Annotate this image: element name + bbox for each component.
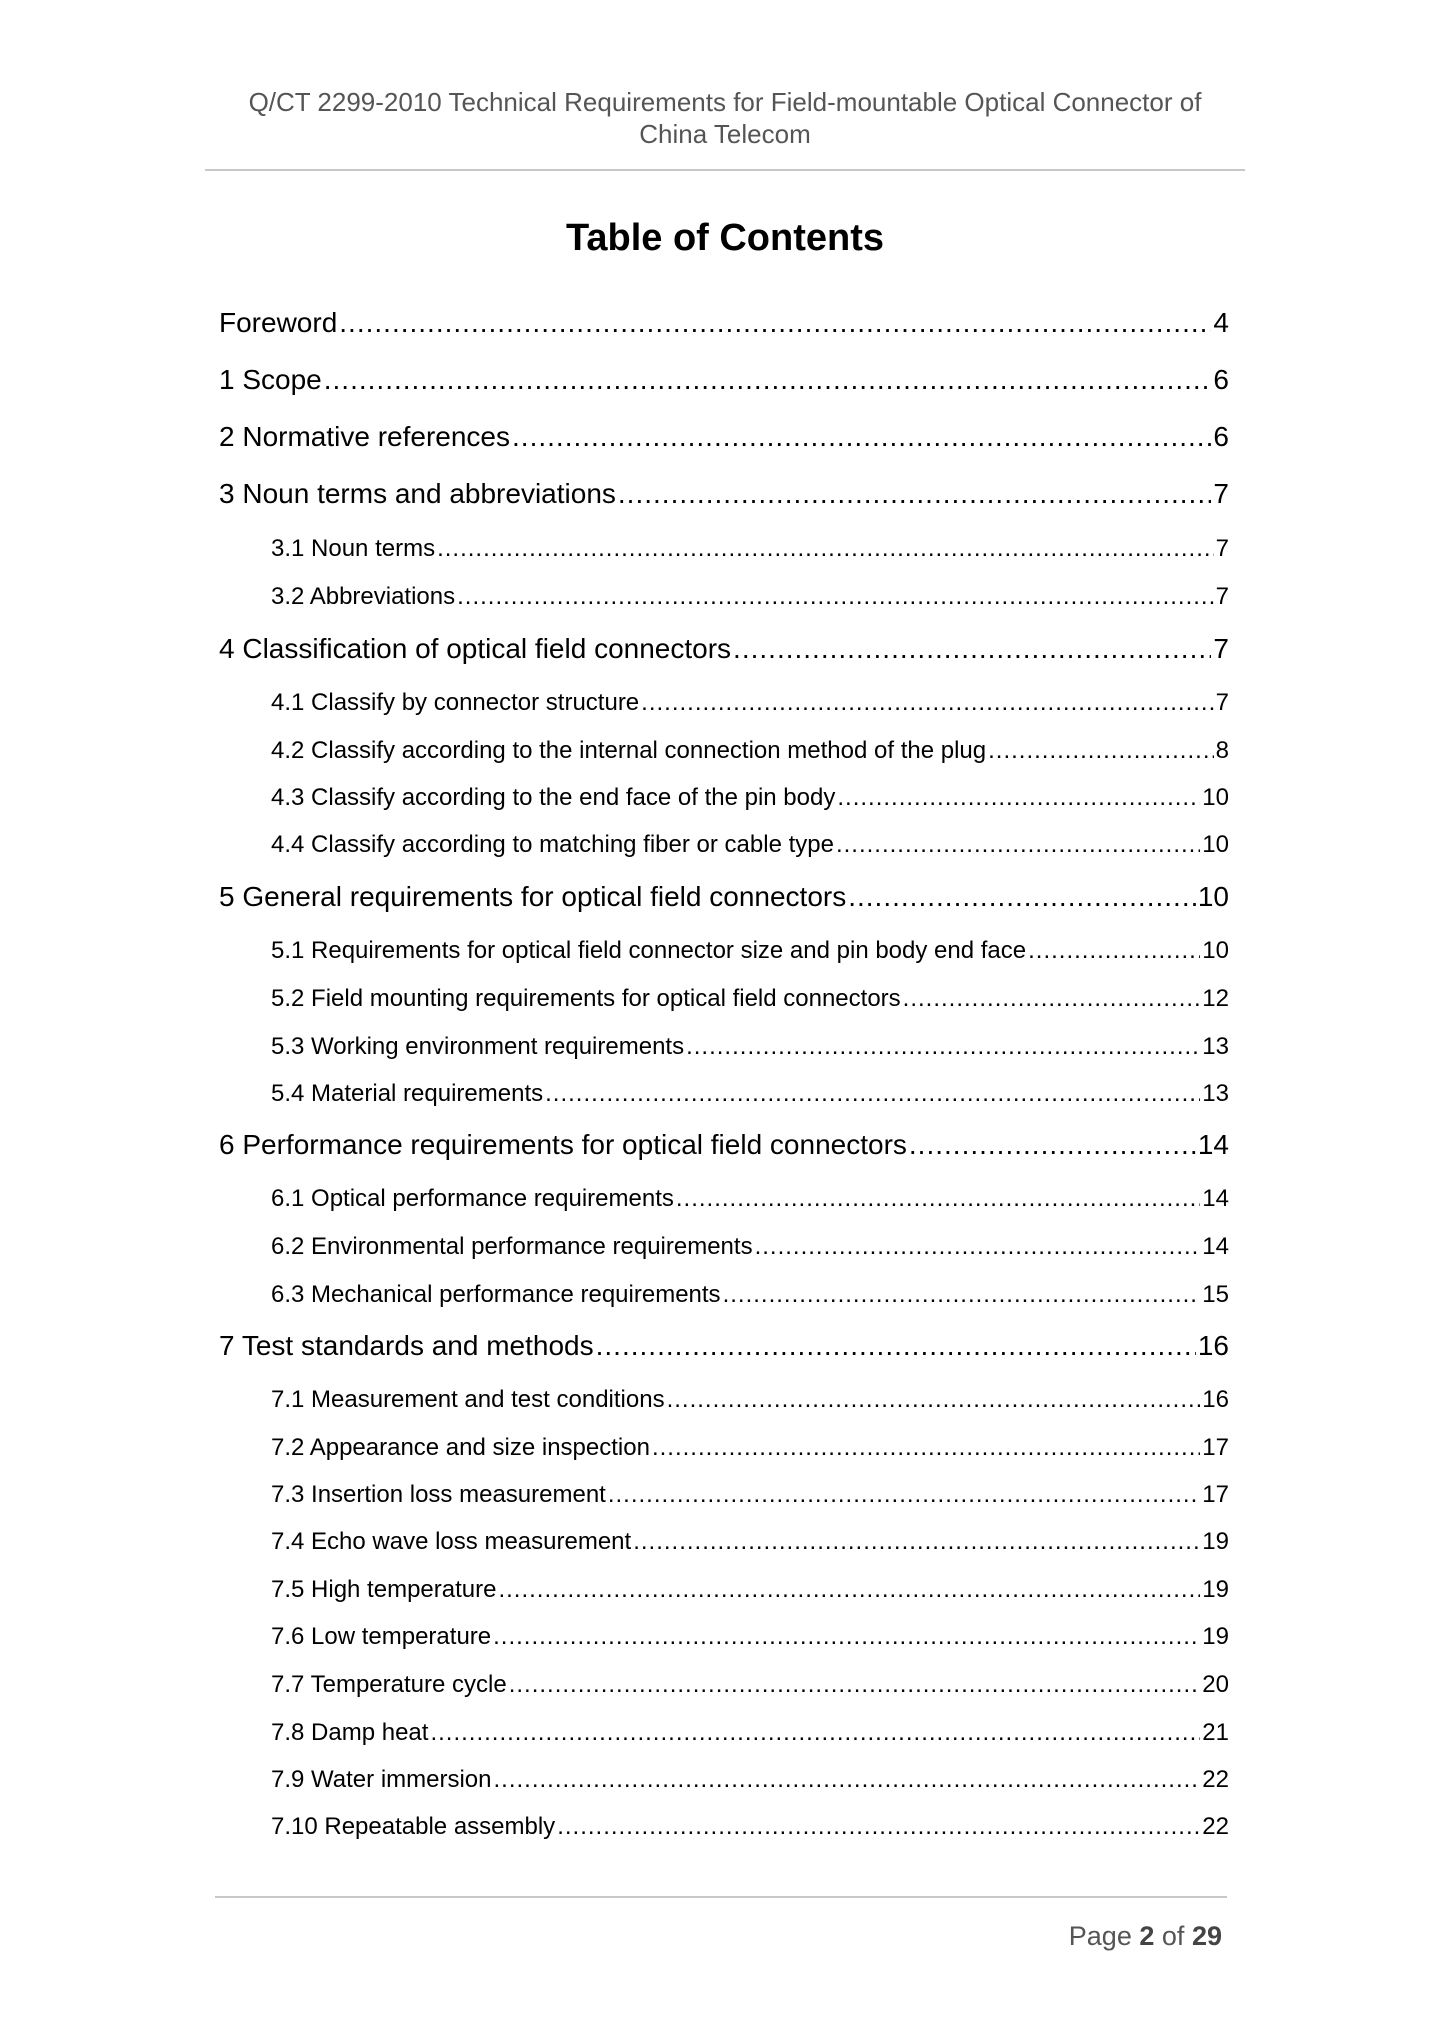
toc-dot-leader: [909, 1125, 1196, 1165]
toc-entry-page-number: 6: [1213, 364, 1229, 395]
footer-total-pages: 29: [1191, 1921, 1222, 1951]
toc-entry-page-number: 10: [1202, 784, 1229, 811]
toc-entry-page-number: 16: [1197, 1330, 1229, 1361]
toc-dot-leader: [988, 733, 1214, 769]
running-header-line-1: Q/CT 2299-2010 Technical Requirements for Field-mountable Optical Connector of: [248, 87, 1202, 117]
toc-entry[interactable]: [219, 1125, 1229, 1165]
toc-entry[interactable]: [271, 1572, 1229, 1608]
toc-entry-page-number: 19: [1202, 1623, 1229, 1650]
toc-entry-page-number: 10: [1202, 831, 1229, 858]
toc-entry-page-number: 14: [1202, 1185, 1229, 1212]
toc-entry-label: 7.3 Insertion loss measurement: [271, 1481, 606, 1508]
toc-dot-leader: [509, 1667, 1201, 1703]
toc-dot-leader: [494, 1762, 1201, 1798]
toc-entry[interactable]: [271, 1382, 1229, 1418]
toc-entry-label: 7.5 High temperature: [271, 1576, 497, 1603]
toc-entry-page-number: 19: [1202, 1528, 1229, 1555]
toc-entry[interactable]: [271, 531, 1229, 567]
toc-entry-label: 3.2 Abbreviations: [271, 583, 456, 610]
toc-dot-leader: [457, 579, 1214, 615]
toc-entry-label: 4.1 Classify by connector structure: [271, 689, 640, 716]
toc-entry-page-number: 7: [1213, 478, 1229, 509]
toc-entry[interactable]: [271, 1524, 1229, 1560]
toc-entry-page-number: 15: [1202, 1281, 1229, 1308]
toc-dot-leader: [848, 877, 1196, 917]
toc-entry-label: 3 Noun terms and abbreviations: [219, 478, 616, 509]
toc-entry-label: 5.3 Working environment requirements: [271, 1033, 685, 1060]
toc-dot-leader: [723, 1277, 1201, 1313]
toc-entry-label: 1 Scope: [219, 364, 322, 395]
toc-dot-leader: [545, 1076, 1200, 1112]
toc-dot-leader: [641, 685, 1213, 721]
toc-entry-page-number: 7: [1215, 535, 1229, 562]
toc-entry-label: 6.1 Optical performance requirements: [271, 1185, 674, 1212]
toc-entry[interactable]: [271, 1715, 1229, 1751]
toc-entry-page-number: 14: [1197, 1129, 1229, 1160]
toc-entry[interactable]: [271, 1076, 1229, 1112]
toc-entry-page-number: 4: [1213, 307, 1229, 338]
toc-dot-leader: [493, 1619, 1200, 1655]
toc-entry-page-number: 7: [1213, 633, 1229, 664]
toc-entry-label: 4.4 Classify according to matching fiber or cable type: [271, 831, 834, 858]
toc-dot-leader: [837, 780, 1200, 816]
toc-entry-label: 7.9 Water immersion: [271, 1766, 492, 1793]
toc-entry[interactable]: [271, 1667, 1229, 1703]
toc-entry[interactable]: [271, 1762, 1229, 1798]
toc-entry-label: 5.2 Field mounting requirements for optical field connectors: [271, 985, 901, 1012]
toc-title: Table of Contents: [565, 217, 885, 259]
toc-entry[interactable]: [271, 933, 1229, 969]
toc-entry-page-number: 8: [1215, 737, 1229, 764]
toc-entry-label: 3.1 Noun terms: [271, 535, 436, 562]
toc-entry-page-number: 22: [1202, 1766, 1229, 1793]
toc-entry[interactable]: [219, 877, 1229, 917]
toc-entry-label: 2 Normative references: [219, 421, 511, 452]
toc-dot-leader: [676, 1181, 1200, 1217]
toc-entry-label: 7.1 Measurement and test conditions: [271, 1386, 665, 1413]
toc-entry-label: 4 Classification of optical field connectors: [219, 633, 732, 664]
toc-entry-label: 5 General requirements for optical field connectors: [219, 881, 847, 912]
footer-current-page: 2: [1139, 1921, 1155, 1951]
toc-entry-page-number: 7: [1215, 583, 1229, 610]
toc-dot-leader: [836, 827, 1200, 863]
toc-entry-page-number: 17: [1202, 1481, 1229, 1508]
toc-entry-label: 7.8 Damp heat: [271, 1719, 429, 1746]
running-header: [205, 86, 1245, 150]
toc-entry-page-number: 10: [1202, 937, 1229, 964]
toc-entry-page-number: 21: [1202, 1719, 1229, 1746]
toc-entry-label: 5.1 Requirements for optical field connector size and pin body end face: [271, 937, 1027, 964]
toc-entry-page-number: 10: [1197, 881, 1229, 912]
toc-entry-label: 6 Performance requirements for optical field connectors: [219, 1129, 907, 1160]
toc-dot-leader: [686, 1029, 1200, 1065]
toc-entry[interactable]: [219, 474, 1229, 514]
toc-entry[interactable]: [271, 685, 1229, 721]
toc-entry-label: 6.2 Environmental performance requirements: [271, 1233, 753, 1260]
toc-entry[interactable]: [271, 1229, 1229, 1265]
toc-dot-leader: [339, 303, 1211, 343]
toc-entry-page-number: 7: [1215, 689, 1229, 716]
toc-entry-page-number: 17: [1202, 1434, 1229, 1461]
toc-entry[interactable]: [271, 733, 1229, 769]
toc-dot-leader: [557, 1809, 1200, 1845]
toc-dot-leader: [430, 1715, 1200, 1751]
page-footer: [1069, 1918, 1222, 1954]
toc-entry[interactable]: [271, 579, 1229, 615]
toc-entry-label: 7.2 Appearance and size inspection: [271, 1434, 650, 1461]
toc-entry-label: 4.3 Classify according to the end face of the pin body: [271, 784, 836, 811]
toc-dot-leader: [437, 531, 1214, 567]
toc-dot-leader: [903, 981, 1201, 1017]
toc-entry-label: 7 Test standards and methods: [219, 1330, 594, 1361]
toc-entry-label: 7.4 Echo wave loss measurement: [271, 1528, 632, 1555]
toc-entry[interactable]: [271, 780, 1229, 816]
toc-entry[interactable]: [271, 1277, 1229, 1313]
toc-entry-label: Foreword: [219, 307, 338, 338]
toc-entry[interactable]: [271, 1477, 1229, 1513]
toc-entry-page-number: 13: [1202, 1080, 1229, 1107]
toc-entry[interactable]: [271, 1029, 1229, 1065]
footer-of-word: of: [1161, 1921, 1185, 1951]
toc-entry-page-number: 22: [1202, 1813, 1229, 1840]
toc-entry-label: 4.2 Classify according to the internal connection method of the plug: [271, 737, 987, 764]
toc-dot-leader: [618, 474, 1212, 514]
toc-entry-page-number: 12: [1202, 985, 1229, 1012]
toc-entry-label: 7.10 Repeatable assembly: [271, 1813, 556, 1840]
toc-entry-label: 6.3 Mechanical performance requirements: [271, 1281, 721, 1308]
toc-entry-page-number: 6: [1213, 421, 1229, 452]
toc-dot-leader: [498, 1572, 1200, 1608]
toc-entry-page-number: 14: [1202, 1233, 1229, 1260]
toc-dot-leader: [755, 1229, 1201, 1265]
toc-entry-label: 7.7 Temperature cycle: [271, 1671, 507, 1698]
toc-dot-leader: [667, 1382, 1201, 1418]
toc-entry[interactable]: [271, 1181, 1229, 1217]
running-header-line-2: China Telecom: [639, 119, 811, 149]
toc-entry[interactable]: [271, 1619, 1229, 1655]
toc-entry[interactable]: [219, 360, 1229, 400]
toc-entry[interactable]: [219, 1326, 1229, 1366]
toc-entry[interactable]: [271, 1809, 1229, 1845]
toc-entry-label: 5.4 Material requirements: [271, 1080, 544, 1107]
toc-entry[interactable]: [219, 629, 1229, 669]
toc-dot-leader: [608, 1477, 1200, 1513]
footer-page-word: Page: [1068, 1921, 1132, 1951]
toc-entry[interactable]: [271, 1430, 1229, 1466]
toc-entry[interactable]: [271, 827, 1229, 863]
toc-entry[interactable]: [219, 303, 1229, 343]
footer-divider: [215, 1896, 1227, 1898]
toc-dot-leader: [652, 1430, 1200, 1466]
toc-entry-page-number: 16: [1202, 1386, 1229, 1413]
toc-entry-page-number: 20: [1202, 1671, 1229, 1698]
toc-dot-leader: [596, 1326, 1196, 1366]
toc-entry[interactable]: [271, 981, 1229, 1017]
toc-entry-page-number: 13: [1202, 1033, 1229, 1060]
toc-entry-label: 7.6 Low temperature: [271, 1623, 492, 1650]
toc-dot-leader: [633, 1524, 1200, 1560]
toc-dot-leader: [733, 629, 1211, 669]
toc-dot-leader: [324, 360, 1212, 400]
toc-dot-leader: [512, 417, 1211, 457]
toc-entry[interactable]: [219, 417, 1229, 457]
toc-entry-page-number: 19: [1202, 1576, 1229, 1603]
toc-dot-leader: [1028, 933, 1200, 969]
header-divider: [205, 169, 1245, 171]
